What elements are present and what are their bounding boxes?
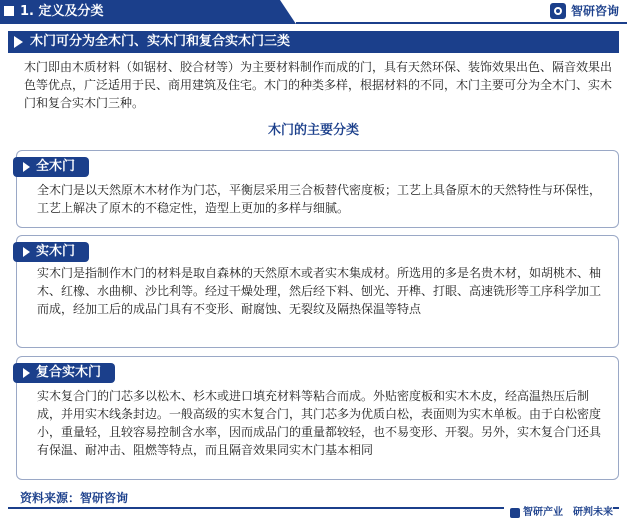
footer-brand-right: 研判未来 (573, 507, 613, 518)
brand-name: 智研咨询 (570, 4, 619, 18)
footer-brand (504, 506, 613, 520)
section-label: 实木门 (36, 244, 76, 259)
top-bar (0, 0, 627, 24)
section-label: 全木门 (36, 159, 76, 174)
triangle-bullet-icon (23, 247, 30, 257)
intro-paragraph: 木门即由木质材料（如锯材、胶合材等）为主要材料制作而成的门，具有天然环保、装饰效果出色、隔音效果出色等优点，广泛适用于民、商用建筑及住宅。木门的种类多样，根据材料的不同，木门主要可分为全木门、实木门和复合实木门三种。 (24, 60, 613, 110)
section-composite-door (16, 356, 619, 480)
section-label: 复合实木门 (36, 365, 102, 380)
triangle-bullet-icon (14, 36, 23, 48)
source-note: 资料来源：智研咨询 (20, 491, 129, 505)
section-full-wood-door (16, 150, 619, 228)
section-text: 实木复合门的门芯多以松木、杉木或进口填充材料等粘合而成。外贴密度板和实木木皮，经高温热压后制成，并用实木线条封边。一般高级的实木复合门，其门芯多为优质白松，表面则为实木单板。由于白松密度小，重量轻，且较容易控制含水率，因而成品门的重量都较轻，也不易变形、开裂。另外，实木复合门还具有保温、耐冲击、阻燃等特点，而且隔音效果同实木门基本相同 (37, 389, 602, 457)
footer-brand-left: 智研产业 (523, 507, 563, 518)
section-tab (13, 363, 115, 383)
main-heading-text: 木门可分为全木门、实木门和复合实木门三类 (30, 34, 291, 49)
classification-title: 木门的主要分类 (267, 123, 359, 138)
section-text: 实木门是指制作木门的材料是取自森林的天然原木或者实木集成材。所选用的多是名贵木材，如胡桃木、柚木、红橡、水曲柳、沙比利等。经过干燥处理，然后经下料、刨光、开榫、打眼、高速铣形等工序科学加工而成，经加工后的成品门具有不变形、耐腐蚀、无裂纹及隔热保温等特点 (37, 266, 602, 316)
section-tab (13, 242, 89, 262)
section-text: 全木门是以天然原木木材作为门芯，平衡层采用三合板替代密度板；工艺上具备原木的天然特性与环保性，工艺上解决了原木的不稳定性，造型上更加的多样与细腻。 (37, 183, 602, 215)
triangle-bullet-icon (23, 162, 30, 172)
triangle-bullet-icon (23, 368, 30, 378)
main-heading (8, 31, 619, 53)
section-title: 1. 定义及分类 (20, 4, 104, 19)
top-bar-divider (280, 0, 296, 24)
brand (550, 3, 619, 19)
logo-icon (550, 3, 566, 19)
section-tab (13, 157, 89, 177)
square-icon (4, 6, 14, 16)
logo-icon (510, 508, 520, 518)
section-solid-wood-door (16, 235, 619, 348)
brand-zone (296, 0, 627, 24)
